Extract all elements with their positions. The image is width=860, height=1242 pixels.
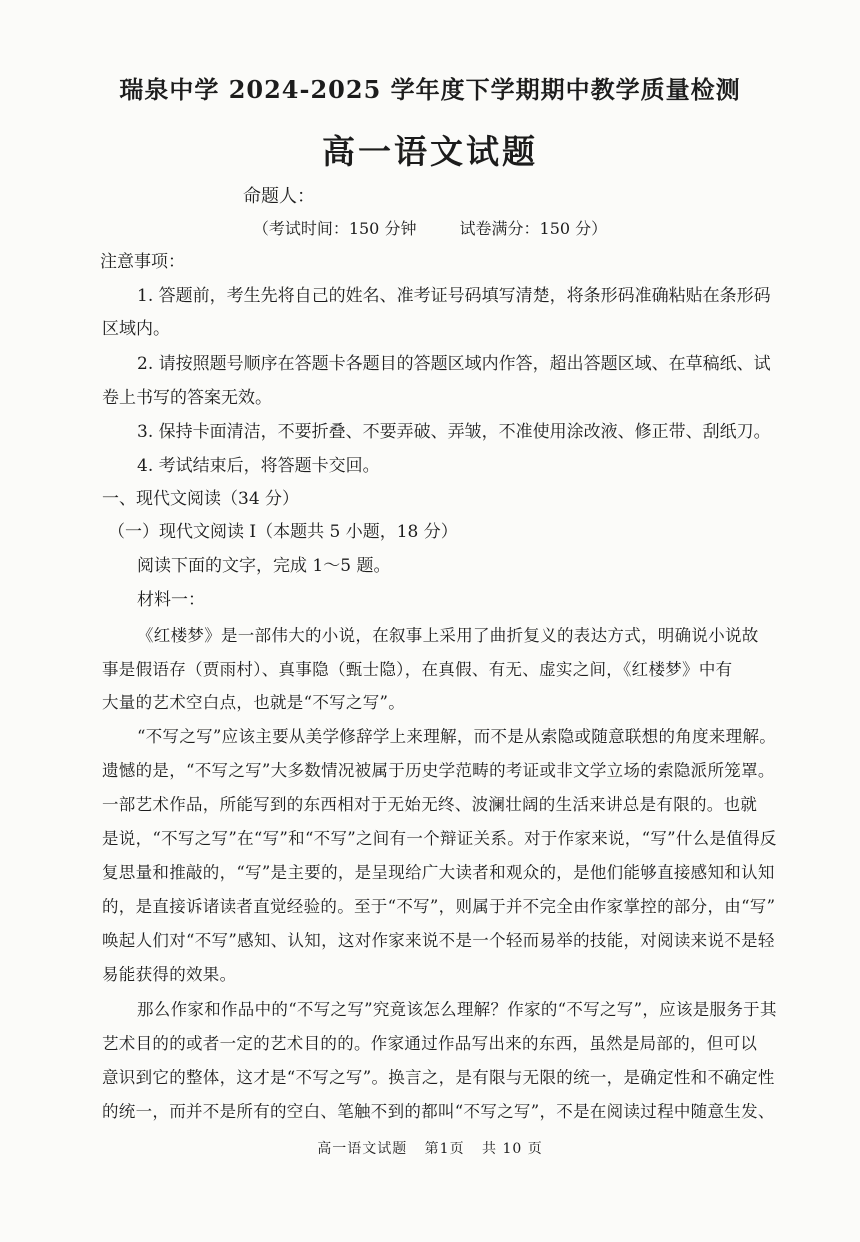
paper-title: 高一语文试题 [322,132,538,171]
page-footer [0,1138,860,1158]
material-1-p2-line-1: “不写之写”应该主要从美学修辞学上来理解，而不是从索隐或随意联想的角度来理解。 [137,727,777,746]
material-1-p1-line-3: 大量的艺术空白点，也就是“不写之写”。 [102,693,406,712]
notice-item-1-line-1: 1. 答题前，考生先将自己的姓名、准考证号码填写清楚，将条形码准确粘贴在条形码 [137,286,771,306]
section-1-title: 一、现代文阅读（34 分） [102,489,300,509]
material-1-p2-line-3: 一部艺术作品，所能写到的东西相对于无始无终、波澜壮阔的生活来讲总是有限的。也就 [102,795,758,814]
material-1-p3-line-1: 那么作家和作品中的“不写之写”究竟该怎么理解？作家的“不写之写”，应该是服务于其 [137,1000,777,1019]
material-label: 材料一： [137,590,205,610]
author-label: 命题人： [243,186,315,207]
material-1-p2-line-8: 易能获得的效果。 [102,965,237,984]
notice-item-1-line-2: 区域内。 [102,319,170,339]
notice-item-2-line-2: 卷上书写的答案无效。 [102,388,272,408]
material-1-p2-line-6: 的，是直接诉诸读者直觉经验的。至于“不写”，则属于并不完全由作家掌控的部分，由“写” [102,897,776,916]
material-1-p2-line-4: 是说，“不写之写”在“写”和“不写”之间有一个辩证关系。对于作家来说，“写”什么是值得反 [102,829,777,848]
notice-title: 注意事项： [100,252,185,272]
material-1-p3-line-3: 意识到它的整体，这才是“不写之写”。换言之，是有限与无限的统一，是确定性和不确定性 [102,1068,775,1087]
material-1-p1-line-2: 事是假语存（贾雨村）、真事隐（甄士隐），在真假、有无、虚实之间，《红楼梦》中有 [102,660,733,679]
material-1-p2-line-7: 唤起人们对“不写”感知、认知，这对作家来说不是一个轻而易举的技能，对阅读来说不是轻 [102,931,775,950]
notice-item-2-line-1: 2. 请按照题号顺序在答题卡各题目的答题区域内作答，超出答题区域、在草稿纸、试 [137,354,771,374]
material-1-p1-line-1: 《红楼梦》是一部伟大的小说，在叙事上采用了曲折复义的表达方式，明确说小说故 [137,626,759,645]
full-score: 试卷满分：150 分） [459,219,608,238]
footer-total-pages: 共 10 页 [482,1141,543,1157]
material-1-p3-line-2: 艺术目的的或者一定的艺术目的的。作家通过作品写出来的东西，虽然是局部的，但可以 [102,1034,758,1053]
footer-page-number: 第1页 [424,1141,465,1157]
notice-item-4: 4. 考试结束后，将答题卡交回。 [137,456,380,476]
material-1-p3-line-4: 的统一，而并不是所有的空白、笔触不到的都叫“不写之写”，不是在阅读过程中随意生发、 [102,1102,775,1121]
material-1-p2-line-5: 复思量和推敲的，“写”是主要的，是呈现给广大读者和观众的，是他们能够直接感知和认知 [102,863,775,882]
exam-time: （考试时间：150 分钟 [252,219,417,238]
footer-paper-name: 高一语文试题 [317,1141,408,1157]
material-1-p2-line-2: 遗憾的是，“不写之写”大多数情况被属于历史学范畴的考证或非文学立场的索隐派所笼罩。 [102,761,775,780]
notice-item-3: 3. 保持卡面清洁，不要折叠、不要弄破、弄皱，不准使用涂改液、修正带、刮纸刀。 [137,422,771,442]
section-1-subtitle: （一）现代文阅读 I（本题共 5 小题，18 分） [108,522,458,542]
exam-info [0,216,860,239]
school-exam-title: 瑞泉中学 2024-2025 学年度下学期期中教学质量检测 [119,75,741,104]
reading-instruction: 阅读下面的文字，完成 1～5 题。 [137,556,391,576]
